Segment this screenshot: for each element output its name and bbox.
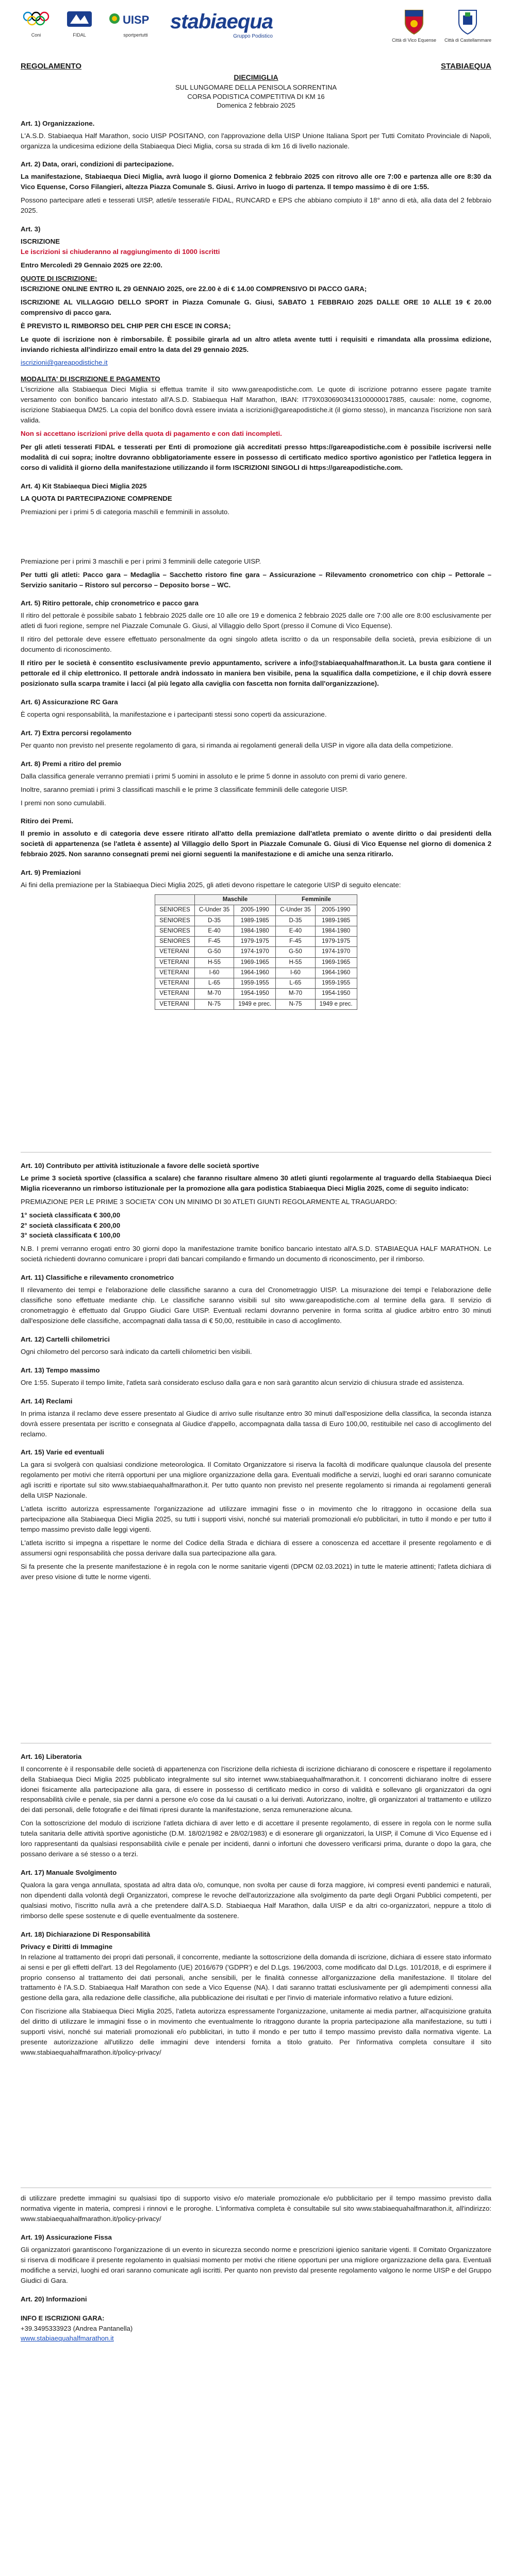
male-category-cell: D-35 [194,916,234,926]
stabiaequa-logo [170,11,273,39]
male-years-cell: 1949 e prec. [234,999,276,1009]
payment-text2: Per gli atleti tesserati FIDAL e tesserati per Enti di promozione già accreditati presso https://gareapodistiche.com è possibile iscriversi nelle modalità di cui sopra; inoltre dovranno obbligatoriamente essere in possesso di certificato medico sportivo agonistico per l'atletica leggera in corso di validità il giorno della manifestazione utilizzando il form ISCRIZIONI SINGOLI di https://gareapodistiche.com. [21,443,491,471]
category-table-row [155,989,357,999]
male-years-cell: 1974-1970 [234,947,276,957]
fidal-logo-text: FIDAL [73,32,86,38]
female-years-cell: 1954-1950 [315,989,357,999]
category-group-cell: SENIORES [155,926,194,936]
category-table-header [155,895,357,905]
art5-title: Art. 5) Ritiro pettorale, chip cronometrico e pacco gara [21,599,199,607]
art8-text: Dalla classifica generale verranno premiati i primi 5 uomini in assoluto e le prime 5 donne in assoluto con premi di vario genere. [21,772,407,780]
regulation-heading: REGOLAMENTO [21,62,82,71]
kit-text: Premiazioni per i primi 5 di categoria maschili e femminili in assoluto. [21,507,229,516]
art8-text3: I premi non sono cumulabili. [21,799,106,807]
category-group-cell: SENIORES [155,905,194,916]
male-category-cell: G-50 [194,947,234,957]
art16-text2: Con la sottoscrizione del modulo di iscrizione l'atleta dichiara di aver letto e di accettare il presente regolamento, di essere in regola con le norme sulla tutela sanitaria delle attività sportive agonistiche (D.M. 18/02/1982 e 28/02/1983) e di esonerare gli organizzatori, la UISP, il Comune di Vico Equense ed i loro rappresentanti da qualsiasi responsabilità civile e penale per incidenti, danni o infortuni che dovessero verificarsi prima, durante o dopo la gara, che possano derivare a sé stesso o a terzi. [21,1819,491,1858]
male-years-cell: 2005-1990 [234,905,276,916]
castellammare-crest [444,7,491,43]
art7-text: Per quanto non previsto nel presente regolamento di gara, si rimanda ai regolamenti generali della UISP in vigore alla data della competizione. [21,741,453,749]
category-table [155,894,357,1010]
female-category-cell: L-65 [276,978,315,989]
female-category-cell: G-50 [276,947,315,957]
art3-closing-notice: Le iscrizioni si chiuderanno al raggiungimento di 1000 iscritti [21,248,220,256]
art3-deadline: Entro Mercoledì 29 Gennaio 2025 ore 22:00. [21,261,162,269]
art5-text3: Il ritiro per le società è consentito esclusivamente previo appuntamento, scrivere a info@stabiaequahalfmarathon.it. La busta gara contiene il pettorale ed il chip elettronico. Il pettorale andrà indossato in maniera ben visibile, pena la squalifica dalla competizione, e il chip dovrà essere posizionato sulla scarpa tramite i lacci (al più legato alla caviglia con fascetta non fornita dall'organizzazione). [21,659,491,688]
art20-title: Art. 20) Informazioni [21,2295,87,2303]
male-category-cell: N-75 [194,999,234,1009]
art15-text3: L'atleta iscritto si impegna a rispettare le norme del Codice della Strada e dichiara di essere a conoscenza ed accettare il presente regolamento e di assumersi ogni responsabilità che possa derivare dalla sua partecipazione alla gara. [21,1538,491,1557]
art2-text2: Possono partecipare atleti e tesserati UISP, atleti/e tesserati/e FIDAL, RUNCARD e EPS che abbiano compiuto il 18° anno di età, alla data del 2 febbraio 2025. [21,196,491,215]
category-table-row [155,978,357,989]
prize-collection-text: Il premio in assoluto e di categoria deve essere ritirato all'atto della premiazione dall'atleta premiato o avente diritto o dai presidenti della società di appartenenza (se l'atleta è assente) al Villaggio dello Sport in Piazzale Comunale G. Giusi di Vico Equense nel giorno di domenica 2 febbraio 2025. Non saranno consegnati premi nei giorni seguenti la manifestazione e di amiche una senza ritirarlo. [21,829,491,858]
art8-text2: Inoltre, saranno premiati i primi 3 classificati maschili e le prime 3 classificate femminili delle categorie UISP. [21,785,348,793]
category-group-cell: SENIORES [155,937,194,947]
contact-info [21,2313,491,2344]
art10-title: Art. 10) Contributo per attività istituzionale a favore delle società sportive [21,1161,259,1170]
payment-warning: Non si accettano iscrizioni prive della quota di pagamento e con dati incompleti. [21,430,282,438]
female-years-cell: 1949 e prec. [315,999,357,1009]
male-category-cell: L-65 [194,978,234,989]
event-subtitle-1: SUL LUNGOMARE DELLA PENISOLA SORRENTINA [175,83,337,91]
female-years-cell: 2005-1990 [315,905,357,916]
art9-text: Ai fini della premiazione per la Stabiaequa Dieci Miglia 2025, gli atleti devono rispettare le categorie UISP di seguito elencate: [21,881,401,889]
art7-title: Art. 7) Extra percorsi regolamento [21,728,132,737]
art15-text2: L'atleta iscritto autorizza espressamente l'organizzazione ad utilizzare immagini fisse o in movimento che lo ritraggono in occasione della sua partecipazione alla Stabiaequa Dieci Miglia 2025, su tutti i supporti visivi, nonché sui materiali promozionali e/o pubblicitari, in tutto il mondo e per tutto il tempo massimo previsto dalle leggi vigenti. [21,1505,491,1534]
art3-refund-text: Le quote di iscrizione non è rimborsabile. È possibile girarla ad un altro atleta avente tutti i requisiti e rimandata alla prossima edizione, inviando richiesta all'indirizzo email entro la data del 29 gennaio 2025. [21,335,491,353]
female-years-cell: 1964-1960 [315,968,357,978]
kit-title: LA QUOTA DI PARTECIPAZIONE COMPRENDE [21,494,172,502]
prize-society-3: 3° società classificata € 100,00 [21,1231,121,1240]
art17-text: Qualora la gara venga annullata, spostata ad altra data o/o, comunque, non svolta per cause di forza maggiore, ivi compresi eventi pandemici e naturali, non dipendenti dalla volontà degli Organizzatori, comprese le revoche dell'autorizzazione alla svolgimento da parte degli Organi Pubblici competenti, per qualsiasi motivo, l'iscritto nulla avrà a che pretendere dall'A.S.D. Stabiaequa Half Marathon, dalla UISP e da altri co-organizzatori, neppure a titolo di rimborso delle spese sostenute e di quelle eventualmente da sostenere. [21,1881,491,1920]
art16-title: Art. 16) Liberatoria [21,1752,82,1760]
city-logos-right [392,7,491,43]
art17-title: Art. 17) Manuale Svolgimento [21,1869,117,1877]
art12-text: Ogni chilometro del percorso sarà indicato da cartelli chilometrici ben visibili. [21,1347,252,1355]
art14-title: Art. 14) Reclami [21,1397,73,1405]
prize-society-2: 2° società classificata € 200,00 [21,1221,121,1229]
art13-title: Art. 13) Tempo massimo [21,1366,100,1374]
art11-title: Art. 11) Classifiche e rilevamento cronometrico [21,1274,174,1282]
male-years-cell: 1979-1975 [234,937,276,947]
category-table-row [155,968,357,978]
contact-phone: +39.3495333923 (Andrea Pantanella) [21,2324,133,2332]
art10-text3: N.B. I premi verranno erogati entro 30 giorni dopo la manifestazione tramite bonifico bancario intestato all'A.S.D. STABIAEQUA HALF MARATHON. Le società richiedenti dovranno comunicare i propri dati bancari compilando e firmando un documento di riconoscimento, per il rimborso. [21,1245,491,1263]
privacy-text: In relazione al trattamento dei propri dati personali, il concorrente, mediante la sottoscrizione della domanda di iscrizione, dichiara di essere stato informato ai sensi e per gli effetti dell'art. 13 del Regolamento (UE) 2016/679 ('GDPR') e del D.Lgs. 196/2003, come modificato dal D.Lgs. 101/2018, e di esprimere il proprio consenso al trattamento dei dati personali, anche sensibili, per le finalità connesse all'organizzazione della manifestazione. Il titolare del trattamento è l'A.S.D. Stabiaequa Half Marathon con sede a Vico Equense (NA). I dati saranno trattati esclusivamente per gli adempimenti connessi alla gestione della gara, alla redazione delle classifiche, alla pubblicazione dei risultati e per l'invio di materiale informativo relativo a future edizioni. [21,1953,491,2002]
kit-text3: Per tutti gli atleti: Pacco gara – Medaglia – Sacchetto ristoro fine gara – Assicurazione – Rilevamento cronometrico con chip – Pettorale – Servizio sanitario – Ristoro sul percorso – Deposito borse – WC. [21,570,491,589]
category-table-row [155,999,357,1009]
female-category-cell: E-40 [276,926,315,936]
art6-text: È coperta ogni responsabilità, la manifestazione e i partecipanti stessi sono coperti da assicurazione. [21,710,327,718]
art1-text: L'A.S.D. Stabiaequa Half Marathon, socio UISP POSITANO, con l'approvazione della UISP Unione Italiana Sport per Tutti Comitato Provinciale di Napoli, organizza la undicesima edizione della Stabiaequa Dieci Miglia, corsa su strada di km 16 di livello nazionale. [21,131,491,150]
art6-title: Art. 6) Assicurazione RC Gara [21,698,118,706]
organizer-heading: STABIAEQUA [440,62,491,71]
prize-society-1: 1° società classificata € 300,00 [21,1211,121,1219]
art15-title: Art. 15) Varie ed eventuali [21,1448,104,1456]
event-date: Domenica 2 febbraio 2025 [217,101,295,110]
male-category-cell: C-Under 35 [194,905,234,916]
art10-text: Le prime 3 società sportive (classifica a scalare) che faranno risultare almeno 30 atleti giunti regolarmente al traguardo della Stabiaequa Dieci Miglia riceveranno un rimborso istituzionale per la promozione alla gara podistica Stabiaequa Dieci Miglia 2025, come di seguito indicato: [21,1174,491,1192]
female-category-cell: H-55 [276,957,315,968]
vico-equense-crest [392,7,436,43]
art9-title: Art. 9) Premiazioni [21,869,81,877]
category-table-row [155,957,357,968]
art5-text2: Il ritiro del pettorale deve essere effettuato personalmente da ogni singolo atleta iscritto o da un responsabile della società, previa esibizione di un documento di riconoscimento. [21,635,491,654]
category-group-cell: VETERANI [155,999,194,1009]
category-group-cell: VETERANI [155,947,194,957]
art11-text: Il rilevamento dei tempi e l'elaborazione delle classifiche saranno a cura del Cronometraggio UISP. La misurazione dei tempi e l'elaborazione delle classifiche sono effettuate mediante chip. Le classifiche saranno visibili sul sito www.gareapodistiche.com al termine della gara. Il servizio di cronometraggio è effettuato dal Gruppo Giudici Gare UISP. Eventuali reclami dovranno pervenire in forma scritta al giudice arbitro entro 30 minuti dall'esposizione delle classifiche, accompagnati dalla tassa di € 50,00, restituibile in caso di accoglimento. [21,1286,491,1325]
category-col-male: Maschile [194,895,275,905]
fees-title: QUOTE DI ISCRIZIONE: [21,274,97,282]
art16-text: Il concorrente è il responsabile delle società di appartenenza con l'iscrizione della richiesta di iscrizione dichiarano di conoscere e rispettare il regolamento della Stabiaequa Dieci Miglia 2025 pubblicato integralmente sul sito internet www.stabiaequahalfmarathon.it. I concorrenti dichiarano inoltre di essere idonei fisicamente alla partecipazione alla gara, di essere in possesso di certificato medico in corso di validità e sollevano gli organizzatori da ogni responsabilità civile e penale, sia per danni a persone e/o cose da lui causati o a lui derivati. Autorizzano, inoltre, gli organizzatori al trattamento e utilizzo dei dati personali, delle fotografie e dei filmati ripresi durante la manifestazione, senza remunerazione alcuna. [21,1765,491,1814]
castellammare-caption: Città di Castellammare [444,38,491,43]
privacy-text3: di utilizzare predette immagini su qualsiasi tipo di supporto visivo e/o materiale promozionale e/o pubblicitario per il tempo massimo previsto dalla normativa vigente in materia, compresi i rinnovi e le proroghe. L'informativa completa è consultabile sul sito www.stabiaequahalfmarathon.it, all'indirizzo: www.stabiaequahalfmarathon.it/policy-privacy/ [21,2194,491,2223]
event-subtitle-2: CORSA PODISTICA COMPETITIVA DI KM 16 [187,92,325,100]
art3-subtitle: ISCRIZIONE [21,238,60,246]
svg-text:UISP: UISP [123,13,150,26]
male-category-cell: E-40 [194,926,234,936]
category-col-group [155,895,194,905]
privacy-text2: Con l'iscrizione alla Stabiaequa Dieci Miglia 2025, l'atleta autorizza espressamente l'organizzazione, unitamente ai media partner, all'acquisizione gratuita del diritto di utilizzare le immagini fisse o in movimento che eventualmente lo ritraggono durante la propria partecipazione alla manifestazione, su tutti i supporti visivi, nonché sui materiali promozionali e/o pubblicitari, in tutto il mondo e per tutto il tempo massimo previsto dalla normativa vigente. La presente autorizzazione all'utilizzo delle immagini deve intendersi fornita a titolo gratuito. Per l'informativa completa consultare il sito www.stabiaequahalfmarathon.it/policy-privacy/ [21,2007,491,2057]
art15-text: La gara si svolgerà con qualsiasi condizione meteorologica. Il Comitato Organizzatore si riserva la facoltà di modificare qualunque clausola del presente regolamento per motivi che riterrà opportuni per una migliore organizzazione della gara. Eventuali modifiche a servizi, luoghi ed orari saranno comunicate agli iscritti e riportate sul sito www.stabiaequahalfmarathon.it. Per tutto quanto non previsto nel presente regolamento si rimanda ai regolamenti generali della UISP Nazionale. [21,1461,491,1500]
female-years-cell: 1974-1970 [315,947,357,957]
female-category-cell: M-70 [276,989,315,999]
female-years-cell: 1959-1955 [315,978,357,989]
male-years-cell: 1964-1960 [234,968,276,978]
category-group-cell: VETERANI [155,957,194,968]
kit-text2: Premiazione per i primi 3 maschili e per i primi 3 femminili delle categorie UISP. [21,557,261,565]
category-group-cell: VETERANI [155,989,194,999]
category-table-row [155,947,357,957]
art8-title: Art. 8) Premi a ritiro del premio [21,759,122,768]
female-category-cell: I-60 [276,968,315,978]
uisp-logo [107,11,164,38]
category-group-cell: VETERANI [155,968,194,978]
male-years-cell: 1969-1965 [234,957,276,968]
category-group-cell: VETERANI [155,978,194,989]
art19-text: Gli organizzatori garantiscono l'organizzazione di un evento in sicurezza secondo norme e prescrizioni igienico sanitarie vigenti. Il Comitato Organizzatore si riserva di modificare il presente regolamento in qualsiasi momento per motivi che ritiene opportuni per una migliore organizzazione della gara. Eventuali modifiche a servizi, luoghi ed orari saranno comunicate agli iscritti. Per quanto non previsto dal presente regolamento valgono le norme UISP e del Gruppo Giudici di Gara. [21,2245,491,2284]
contact-website-link[interactable]: www.stabiaequahalfmarathon.it [21,2334,114,2343]
vico-equense-caption: Città di Vico Equense [392,38,436,43]
uisp-logo-text: sportpertutti [123,32,148,38]
prize-collection-title: Ritiro dei Premi. [21,817,73,825]
sponsor-logos-left [21,8,164,38]
fidal-logo [65,8,94,38]
stabiaequa-wordmark: stabiaequa [170,10,273,33]
female-years-cell: 1979-1975 [315,937,357,947]
art13-text: Ore 1:55. Superato il tempo limite, l'atleta sarà considerato escluso dalla gara e non sarà garantito alcun servizio di chiusura strade ed assistenza. [21,1378,464,1386]
payment-title: MODALITA' DI ISCRIZIONE E PAGAMENTO [21,375,160,383]
category-table-row [155,916,357,926]
art19-title: Art. 19) Assicurazione Fissa [21,2233,112,2241]
art2-text: La manifestazione, Stabiaequa Dieci Miglia, avrà luogo il giorno Domenica 2 febbraio 2025 con ritrovo alle ore 7:00 e partenza alle ore 8:30 da Vico Equense, Corso Filangieri, altezza Piazza Comunale S. Giusi. Arrivo in luogo di partenza. Il tempo massimo è di ore 1:55. [21,173,491,191]
category-group-cell: SENIORES [155,916,194,926]
fee-online: ISCRIZIONE ONLINE ENTRO IL 29 GENNAIO 2025, ore 22.00 è di € 14.00 COMPRENSIVO DI PACCO GARA; [21,284,367,293]
category-table-row [155,905,357,916]
male-category-cell: H-55 [194,957,234,968]
female-category-cell: C-Under 35 [276,905,315,916]
male-category-cell: F-45 [194,937,234,947]
event-name: DIECIMIGLIA [234,73,278,81]
coni-logo-text: Coni [31,32,41,38]
title-row [21,61,491,72]
category-col-female: Femminile [276,895,357,905]
male-years-cell: 1989-1985 [234,916,276,926]
art5-text: Il ritiro del pettorale è possibile sabato 1 febbraio 2025 dalle ore 10 alle ore 19 e domenica 2 febbraio 2025 dalle ore 7:00 alle ore 8:00 esclusivamente per atleti di fuori regione, sempre nel Piazzale Comunale G. Giusi, al Villaggio dello Sport (presso il Comune di Vico Equense). [21,612,491,630]
female-years-cell: 1969-1965 [315,957,357,968]
art18-title: Art. 18) Dichiarazione Di Responsabilità [21,1930,151,1938]
male-years-cell: 1984-1980 [234,926,276,936]
regulation-body [0,118,512,2344]
art12-title: Art. 12) Cartelli chilometrici [21,1335,110,1343]
male-category-cell: M-70 [194,989,234,999]
category-table-row [155,937,357,947]
female-years-cell: 1984-1980 [315,926,357,936]
stabiaequa-subline: Gruppo Podistico [233,33,273,39]
art14-text: In prima istanza il reclamo deve essere presentato al Giudice di arrivo sulle risultanze entro 30 minuti dall'esposizione della classifica, la seconda istanza dovrà essere presentata per iscritto e consegnata al Giudice d'appello, accompagnata dalla tassa di Euro 100,00, restituibile nel caso di accoglimento del reclamo. [21,1409,491,1438]
category-table-row [155,926,357,936]
logo-bar [0,0,512,61]
female-years-cell: 1989-1985 [315,916,357,926]
male-years-cell: 1959-1955 [234,978,276,989]
iscrizioni-email-link[interactable]: iscrizioni@gareapodistiche.it [21,359,108,367]
art1-title: Art. 1) Organizzazione. [21,119,95,127]
coni-logo [21,8,52,38]
contact-title: INFO E ISCRIZIONI GARA: [21,2314,105,2323]
art10-text2: PREMIAZIONE PER LE PRIME 3 SOCIETA' CON UN MINIMO DI 30 ATLETI GIUNTI REGOLARMENTE AL TRAGUARDO: [21,1197,397,1206]
payment-text: L'iscrizione alla Stabiaequa Dieci Miglia si effettua tramite il sito www.gareapodistiche.com. Le quote di iscrizione potranno essere pagate tramite versamento con bonifico bancario intestato all'A.S.D. Stabiaequa Half Marathon, IBAN: IT79X0306903413100000017885, causale: nome, cognome, iscrizione Stabiaequa DM25. La copia del bonifico dovrà essere inviata a iscrizioni@gareapodistiche.it (il giorno stesso), in mancanza l'iscrizione non sarà valida. [21,385,491,425]
art3-title: Art. 3) [21,225,41,233]
fee-chip-refund: È PREVISTO IL RIMBORSO DEL CHIP PER CHI ESCE IN CORSA; [21,321,231,330]
art2-title: Art. 2) Data, orari, condizioni di partecipazione. [21,160,174,168]
female-category-cell: F-45 [276,937,315,947]
fee-onsite: ISCRIZIONE AL VILLAGGIO DELLO SPORT in Piazza Comunale G. Giusi, SABATO 1 FEBBRAIO 2025 DALLE ORE 10 ALLE 19 € 20.00 comprensivo di pacco gara. [21,298,491,316]
art4-title: Art. 4) Kit Stabiaequa Dieci Miglia 2025 [21,482,147,490]
female-category-cell: D-35 [276,916,315,926]
privacy-title: Privacy e Diritti di Immagine [21,1942,113,1951]
art15-text4: Si fa presente che la presente manifestazione è in regola con le norme sanitarie vigenti (DPCM 02.03.2021) in tutte le materie attinenti; l'atleta dichiara di aver preso visione di tutte le norme vigenti. [21,1562,491,1581]
female-category-cell: N-75 [276,999,315,1009]
category-table-body [155,905,357,1010]
male-years-cell: 1954-1950 [234,989,276,999]
male-category-cell: I-60 [194,968,234,978]
